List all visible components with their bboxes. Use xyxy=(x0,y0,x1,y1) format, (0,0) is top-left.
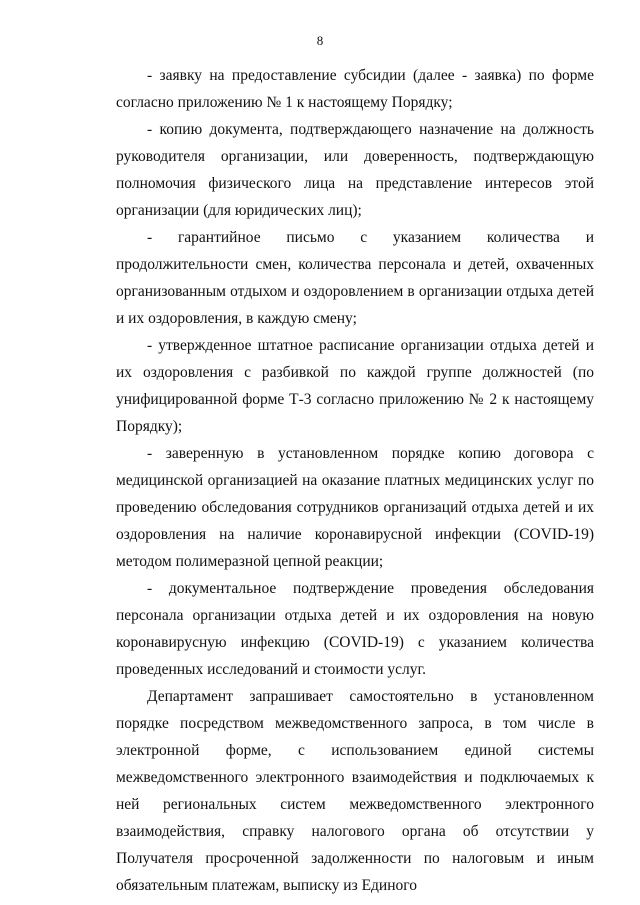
page-number: 8 xyxy=(316,33,324,48)
paragraph-document-copy: - копию документа, подтверждающего назначение на должность руководителя организации, или доверенность, подтверждающую полномочия физического лица на представление интересов этой организации (для юридических лиц); xyxy=(116,121,594,219)
paragraph-application-form: - заявку на предоставление субсидии (далее - заявка) по форме согласно приложению № 1 к настоящему Порядку; xyxy=(116,67,594,111)
paragraph-examination-proof: - документальное подтверждение проведения обследования персонала организации отдыха детей и их оздоровления на новую коронавирусную инфекцию (COVID-19) с указанием количества проведенных исследований и стоимости услуг. xyxy=(116,580,594,678)
paragraph-department-request: Департамент запрашивает самостоятельно в установленном порядке посредством межведомственного запроса, в том числе в электронной форме, с использованием единой системы межведомственного электронного взаимодействия и подключаемых к ней региональных систем межведомственного электронного взаимодействия, справку налогового органа об отсутствии у Получателя просроченной задолженности по налоговым и иным обязательным платежам, выписку из Единого xyxy=(116,688,594,894)
paragraph-staff-schedule: - утвержденное штатное расписание организации отдыха детей и их оздоровления с разбивкой по каждой группе должностей (по унифицированной форме Т-3 согласно приложению № 2 к настоящему Порядку); xyxy=(116,337,594,435)
document-body xyxy=(116,62,594,899)
paragraph-guarantee-letter: - гарантийное письмо с указанием количества и продолжительности смен, количества персонала и детей, охваченных организованным отдыхом и оздоровлением в организации отдыха детей и их оздоровления, в каждую смену; xyxy=(116,229,594,327)
paragraph-medical-contract: - заверенную в установленном порядке копию договора с медицинской организацией на оказание платных медицинских услуг по проведению обследования сотрудников организаций отдыха детей и их оздоровления на наличие коронавирусной инфекции (COVID-19) методом полимеразной цепной реакции; xyxy=(116,445,594,570)
